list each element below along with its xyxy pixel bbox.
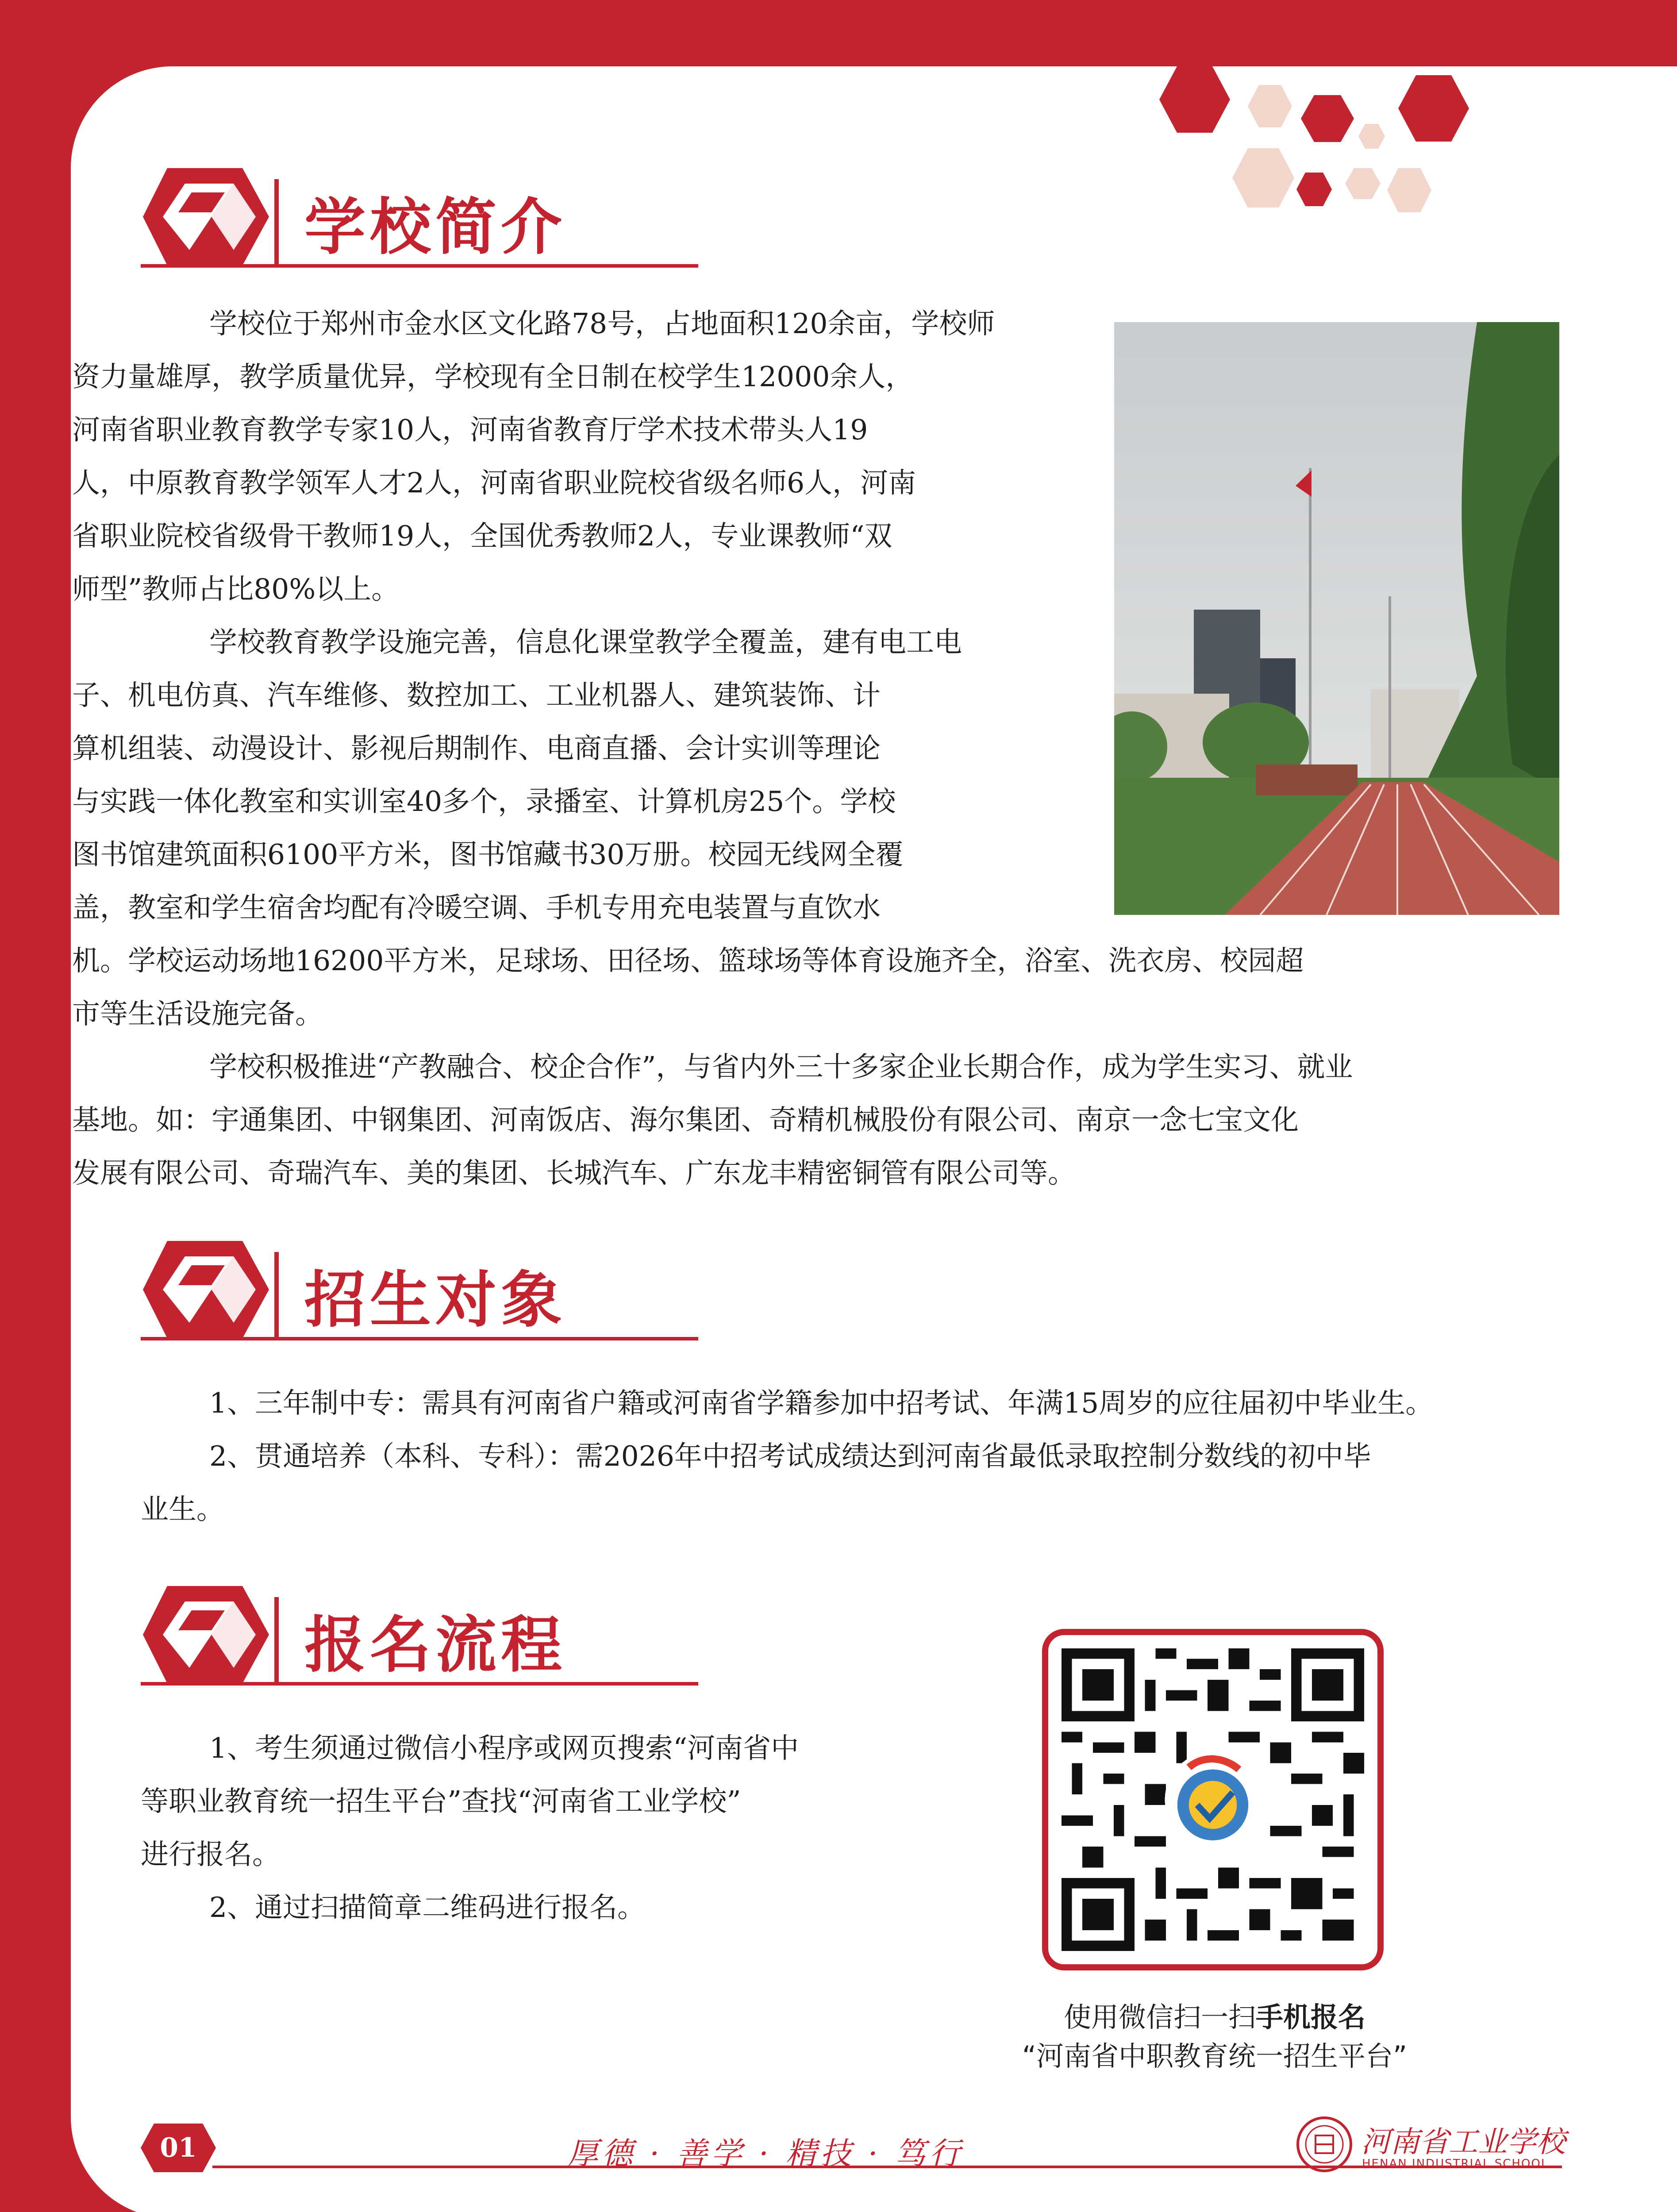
section-rule [141,1337,698,1340]
text-line: 人，中原教育教学领军人才2人，河南省职业院校省级名师6人，河南 [72,467,916,499]
qr-caption-bold: 手机报名 [1256,2001,1366,2033]
text-line: 进行报名。 [141,1838,280,1870]
text-line: 算机组装、动漫设计、影视后期制作、电商直播、会计实训等理论 [72,732,881,764]
text-line: 发展有限公司、奇瑞汽车、美的集团、长城汽车、广东龙丰精密铜管有限公司等。 [72,1157,1076,1189]
page-number: 01 [160,2132,197,2163]
process-item-1 [141,1722,937,1881]
qr-code-icon [1062,1648,1364,1951]
text-line: 图书馆建筑面积6100平方米，图书馆藏书30万册。校园无线网全覆 [72,838,904,871]
section-title: 学校简介 [304,192,567,263]
text-line: 业生。 [141,1493,224,1525]
qr-caption-prefix: 使用微信扫一扫 [1063,2001,1256,2033]
section-title: 招生对象 [304,1264,567,1336]
school-emblem-icon [1296,2116,1353,2173]
hexagon-decoration [1142,62,1540,248]
section-divider [274,1597,279,1684]
target-item-2 [141,1430,1561,1536]
text-line: 1、三年制中专：需具有河南省户籍或河南省学籍参加中招考试、年满15周岁的应往届初中毕业生。 [209,1387,1434,1419]
text-line: 等职业教育统一招生平台”查找“河南省工业学校” [141,1785,741,1817]
section-rule [141,264,698,268]
text-line: 机。学校运动场地16200平方米，足球场、田径场、篮球场等体育设施齐全，浴室、洗衣房、校园超 [72,945,1304,977]
page-number-badge [141,2124,216,2172]
registration-qr-code[interactable] [1042,1629,1384,1970]
text-line: 1、考生须通过微信小程序或网页搜索“河南省中 [209,1732,799,1764]
text-line: 省职业院校省级骨干教师19人，全国优秀教师2人，专业课教师“双 [72,520,892,552]
section-divider [274,1252,279,1339]
text-line: 盖，教室和学生宿舍均配有冷暖空调、手机专用充电装置与直饮水 [72,891,881,924]
target-item-1 [209,1377,1563,1430]
text-line: 师型”教师占比80%以上。 [72,573,400,605]
process-item-2 [209,1881,917,1934]
section-header-process [141,1584,698,1690]
text-line: 2、贯通培养（本科、专科）：需2026年中招考试成绩达到河南省最低录取控制分数线的初中毕 [209,1440,1371,1472]
text-line: 河南省职业教育教学专家10人，河南省教育厅学术技术带头人19 [72,414,868,446]
section-title: 报名流程 [304,1609,567,1681]
text-line: 基地。如：宇通集团、中钢集团、河南饭店、海尔集团、奇精机械股份有限公司、南京一念七宝文化 [72,1104,1299,1136]
text-line: 资力量雄厚，教学质量优异，学校现有全日制在校学生12000余人， [72,361,914,393]
section-cube-icon [141,1239,273,1345]
school-name-english: HENAN INDUSTRIAL SCHOOL [1362,2157,1549,2170]
section-divider [274,179,279,266]
intro-paragraph-1 [72,297,1096,616]
text-line: 学校位于郑州市金水区文化路78号，占地面积120余亩，学校师 [209,307,995,340]
text-line: 学校积极推进“产教融合、校企合作”，与省内外三十多家企业长期合作，成为学生实习、就业 [209,1051,1353,1083]
campus-photo [1114,322,1559,915]
section-rule [141,1682,698,1686]
school-motto: 厚德 · 善学 · 精技 · 笃行 [567,2135,964,2172]
section-header-intro [141,166,698,272]
school-name: 河南省工业学校 [1361,2125,1565,2159]
section-cube-icon [141,166,273,272]
section-cube-icon [141,1584,273,1690]
intro-paragraph-3 [72,1041,1561,1200]
text-line: 2、通过扫描简章二维码进行报名。 [209,1891,646,1924]
text-line: 学校教育教学设施完善，信息化课堂教学全覆盖，建有电工电 [209,626,962,658]
qr-caption-line2: “河南省中职教育统一招生平台” [1022,2040,1408,2072]
text-line: 市等生活设施完备。 [72,998,323,1030]
qr-caption-line1 [1004,1995,1425,2035]
text-line: 与实践一体化教室和实训室40多个，录播室、计算机房25个。学校 [72,785,896,818]
section-header-target [141,1239,698,1345]
text-line: 子、机电仿真、汽车维修、数控加工、工业机器人、建筑装饰、计 [72,679,881,711]
